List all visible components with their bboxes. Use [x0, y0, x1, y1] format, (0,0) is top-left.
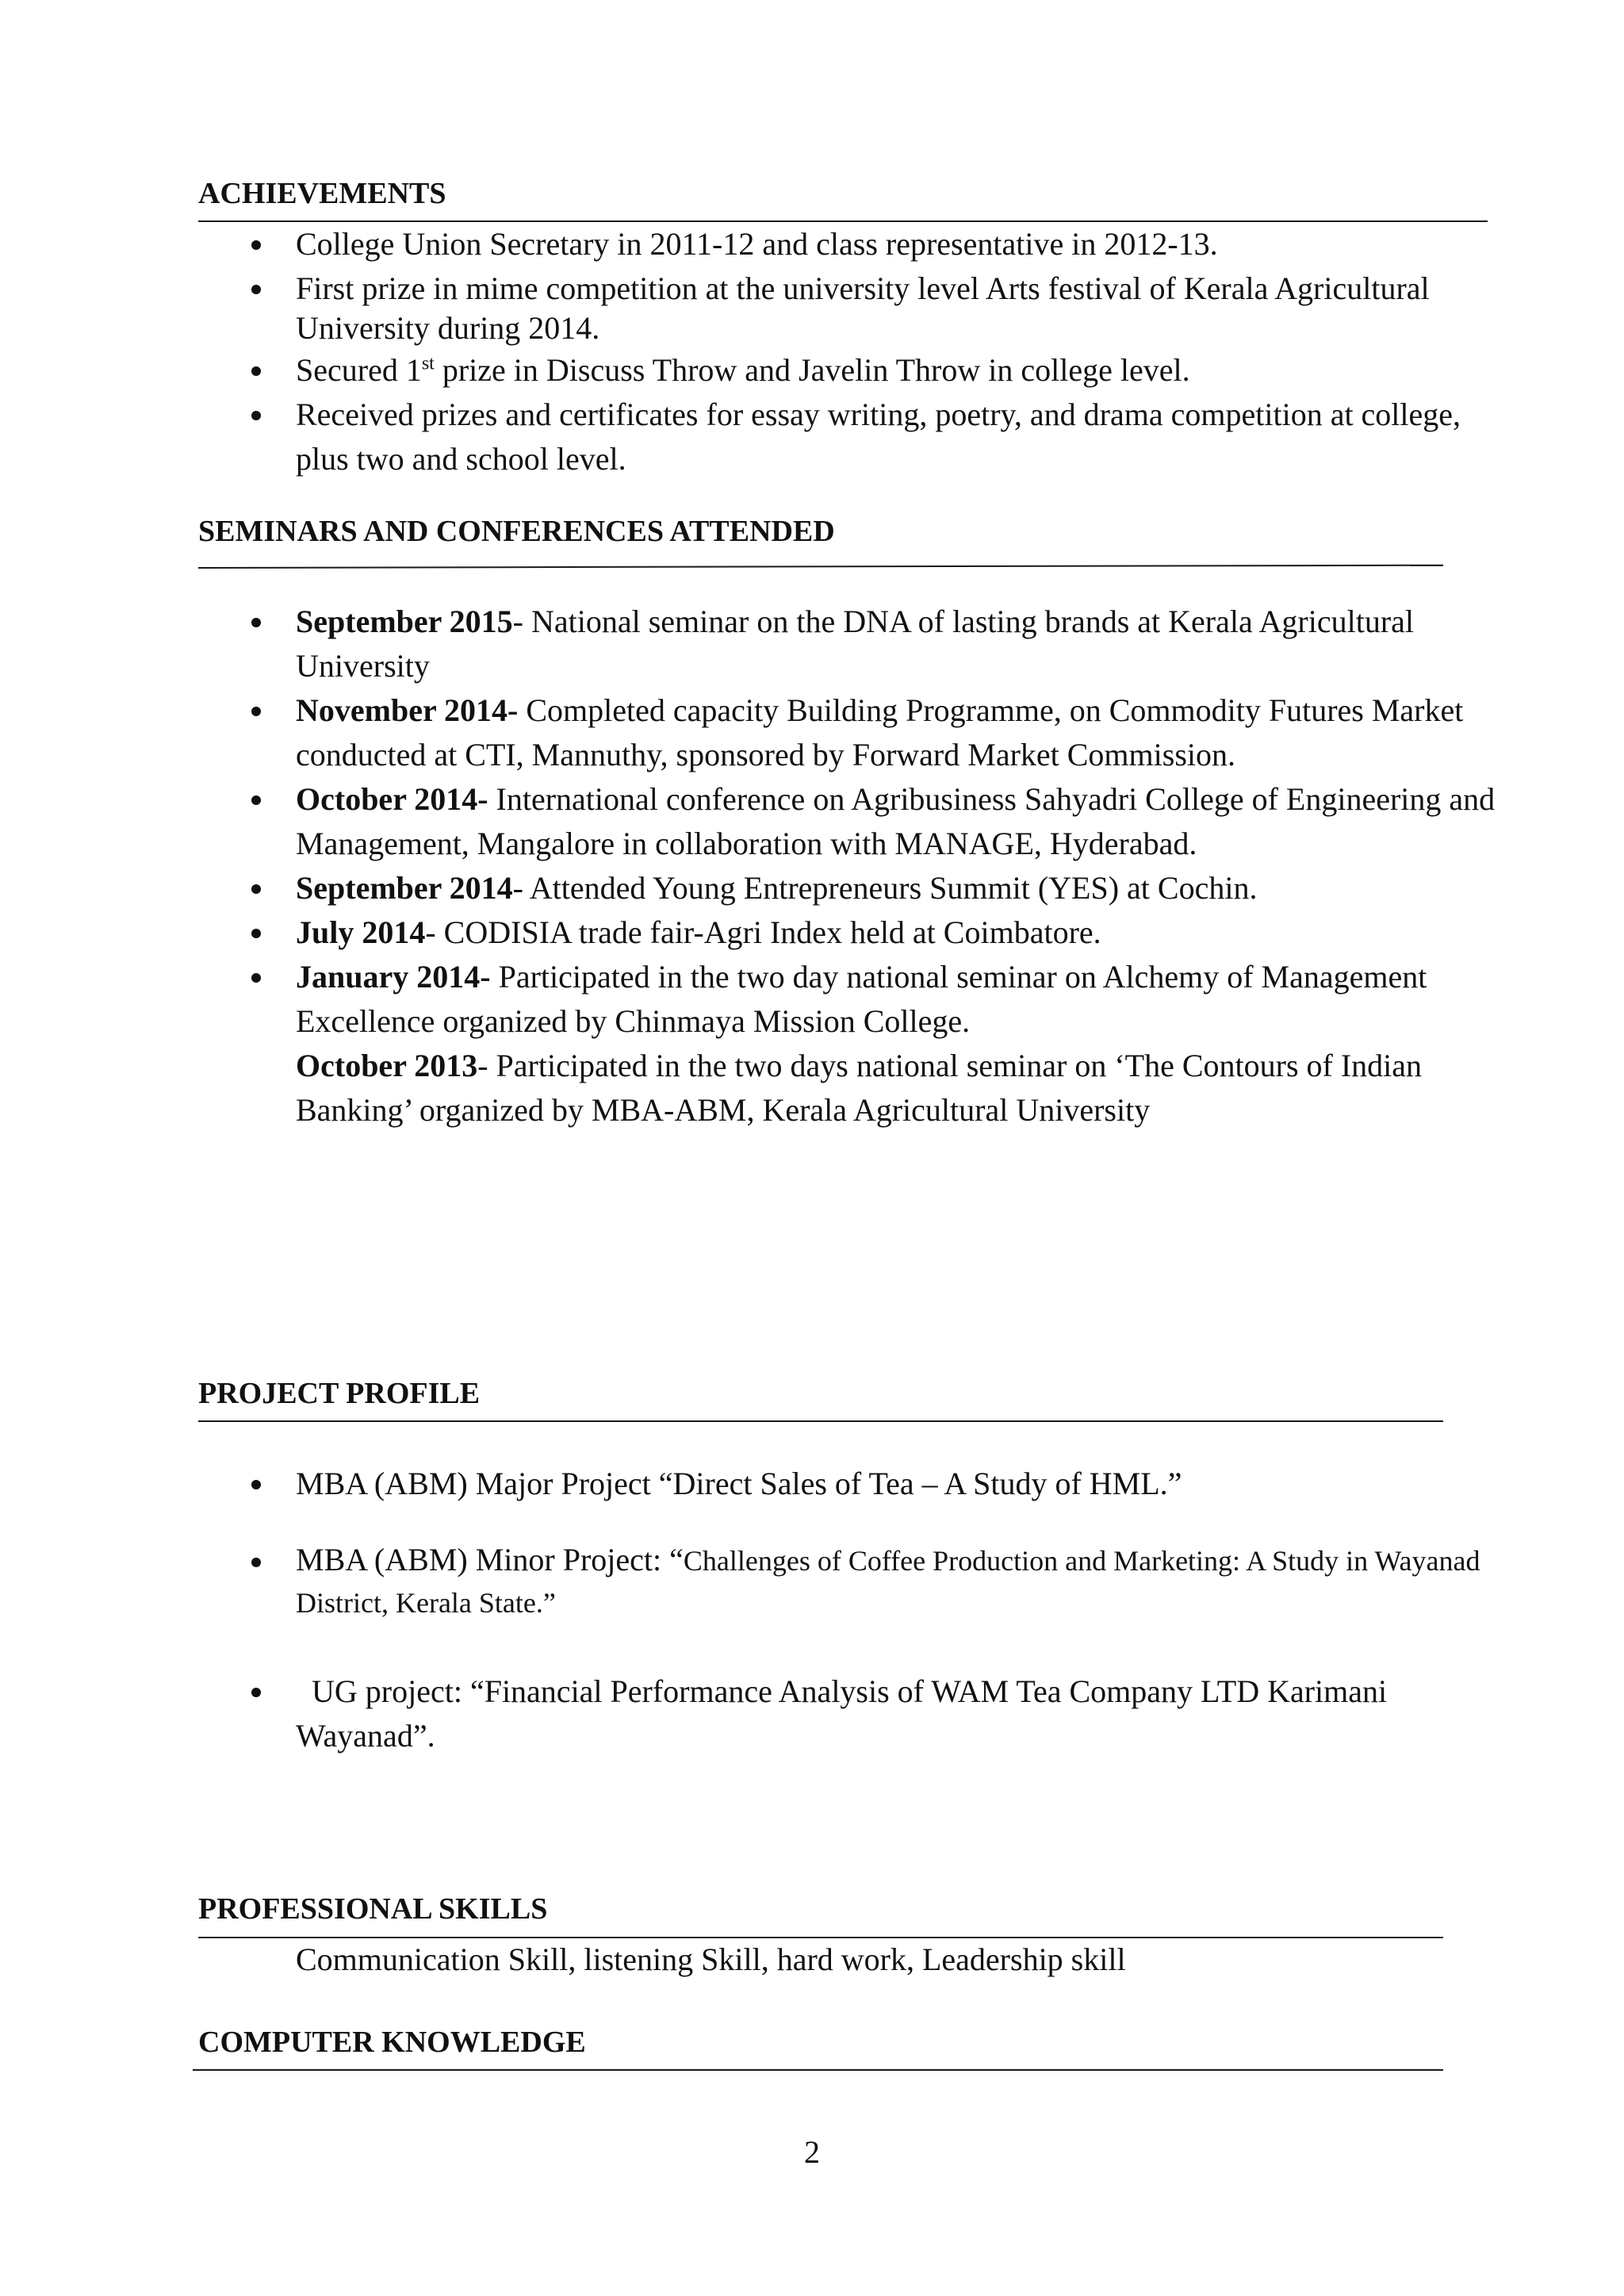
project-item: UG project: “Financial Performance Analysis of WAM Tea Company LTD Karimani Wayanad”. [198, 1669, 1499, 1758]
professional-skills-text: Communication Skill, listening Skill, hard work, Leadership skill [296, 1941, 1126, 1977]
seminar-item: September 2014- Attended Young Entrepreneurs Summit (YES) at Cochin. [198, 866, 1499, 910]
bullet-icon [251, 1688, 261, 1697]
achievement-item: College Union Secretary in 2011-12 and class representative in 2012-13. [198, 222, 1499, 266]
project-profile-heading: PROJECT PROFILE [198, 1377, 481, 1410]
bullet-icon [251, 240, 261, 250]
project-item: MBA (ABM) Major Project “Direct Sales of Tea – A Study of HML.” [198, 1462, 1499, 1506]
seminar-item: September 2015- National seminar on the DNA of lasting brands at Kerala Agricultural University [198, 600, 1499, 688]
computer-knowledge-heading: COMPUTER KNOWLEDGE [198, 2026, 586, 2059]
seminars-heading: SEMINARS AND CONFERENCES ATTENDED [198, 515, 835, 548]
seminar-item-unbulleted: October 2013- Participated in the two days national seminar on ‘The Contours of Indian Banking’ organized by MBA-ABM, Kerala Agricultural University [296, 1048, 1423, 1128]
computer-knowledge-rule [193, 2069, 1443, 2071]
professional-skills-heading: PROFESSIONAL SKILLS [198, 1892, 548, 1926]
bullet-icon [251, 929, 261, 938]
project-list [198, 1462, 1499, 1758]
bullet-icon [251, 285, 261, 294]
seminar-item: July 2014- CODISIA trade fair-Agri Index held at Coimbatore. [198, 910, 1499, 955]
achievements-heading: ACHIEVEMENTS [198, 177, 446, 210]
bullet-icon [251, 411, 261, 420]
achievements-list [198, 222, 1499, 481]
achievement-item: Received prizes and certificates for essay writing, poetry, and drama competition at college, plus two and school level. [198, 393, 1499, 481]
bullet-icon [251, 795, 261, 805]
seminar-item: November 2014- Completed capacity Building Programme, on Commodity Futures Market conducted at CTI, Mannuthy, sponsored by Forward Market Commission. [198, 688, 1499, 777]
achievement-item: Secured 1st prize in Discuss Throw and Javelin Throw in college level. [198, 348, 1499, 393]
page-number: 2 [804, 2134, 820, 2170]
project-profile-rule [198, 1420, 1443, 1422]
achievement-item: First prize in mime competition at the university level Arts festival of Kerala Agricultural University during 2014. [198, 266, 1499, 348]
project-item: MBA (ABM) Minor Project: “Challenges of Coffee Production and Marketing: A Study in Wayanad District, Kerala State.” [198, 1539, 1499, 1623]
bullet-icon [251, 707, 261, 716]
seminars-list [198, 600, 1499, 1133]
bullet-icon [251, 1558, 261, 1567]
bullet-icon [251, 884, 261, 894]
bullet-icon [251, 1480, 261, 1489]
seminar-item: October 2014- International conference on Agribusiness Sahyadri College of Engineering and Management, Mangalore in collaboration with MANAGE, Hyderabad. [198, 777, 1499, 866]
bullet-icon [251, 366, 261, 376]
bullet-icon [251, 973, 261, 983]
seminar-item: January 2014- Participated in the two day national seminar on Alchemy of Management Excellence organized by Chinmaya Mission College. [198, 955, 1499, 1044]
bullet-icon [251, 618, 261, 627]
seminars-rule [198, 565, 1443, 569]
